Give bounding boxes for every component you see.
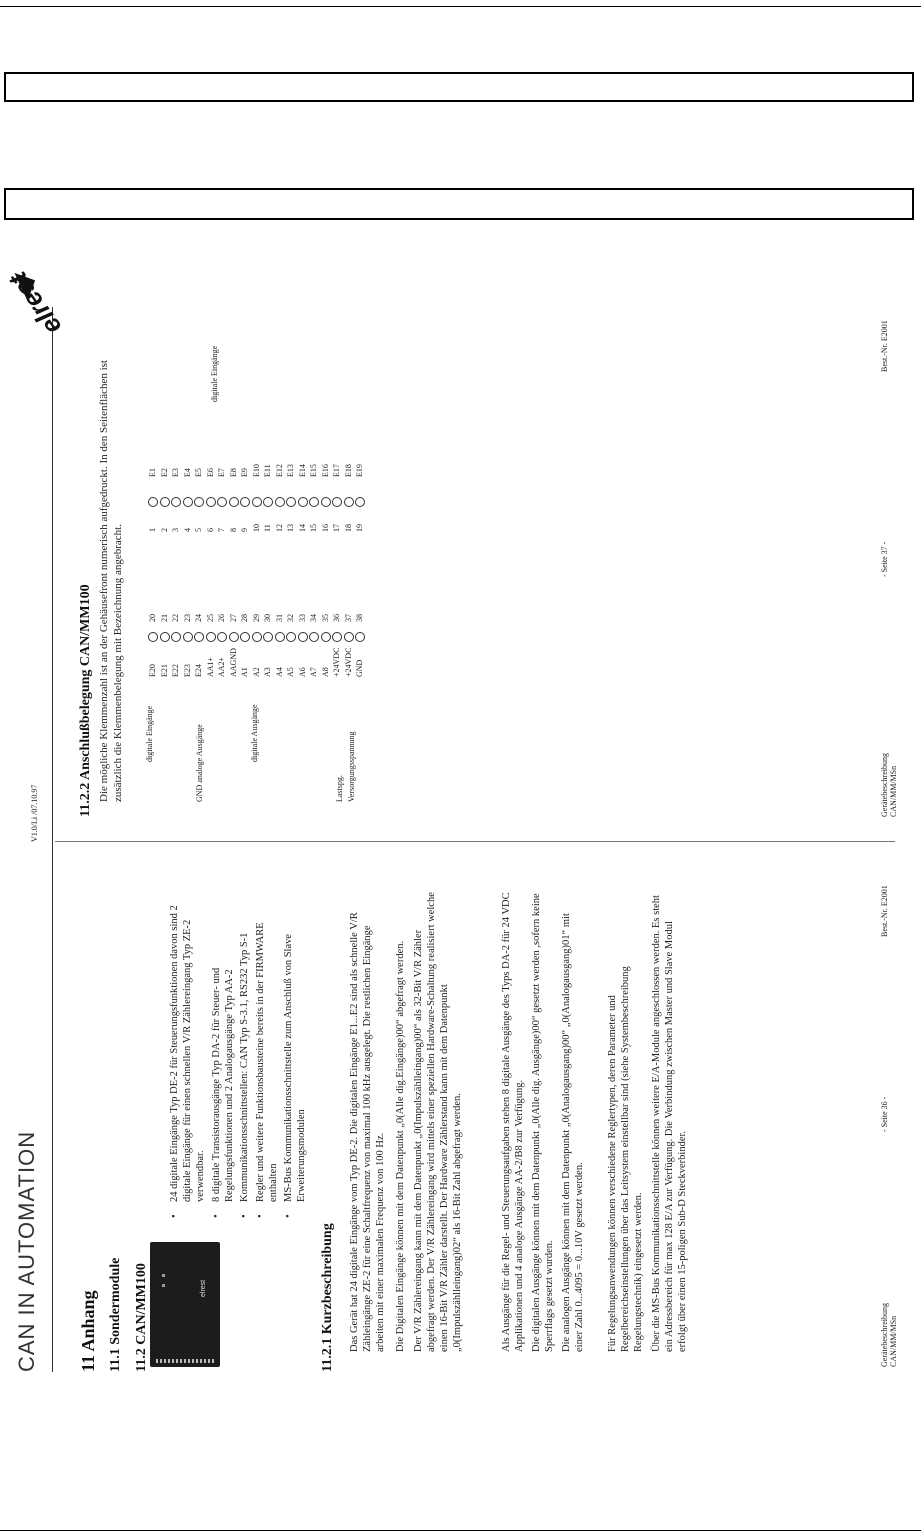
term-right-signal: E14 — [297, 464, 307, 477]
term-right-signal: E19 — [355, 464, 364, 477]
term-left-number: 32 — [286, 614, 295, 622]
term-left-number: 25 — [205, 614, 215, 622]
paragraph: Die Digitalen Eingänge können mit dem Datenpunkt „0(Alle dig.Eingänge)00“ abgefragt werden. — [395, 940, 406, 1352]
term-left-signal: E23 — [182, 664, 192, 677]
terminal-ring-icon — [286, 632, 296, 642]
term-right-number: 8 — [228, 528, 238, 532]
paragraph: Die analogen Ausgänge können mit dem Datenpunkt „0(Analogausgang)00“ „0(Analogausgang)01“ mit einer Zahl 0...4095 = 0...10V gesetzt werden. — [561, 913, 585, 1352]
terminal-ring-icon — [171, 497, 181, 507]
group-label: digitale Ausgänge — [250, 704, 259, 762]
terminal-ring-icon — [252, 632, 262, 642]
term-right-signal: E8 — [228, 468, 238, 477]
term-left-number: 23 — [182, 614, 192, 622]
term-right-signal: E10 — [251, 464, 261, 477]
term-left-number: 20 — [148, 614, 157, 622]
footer-order-right: Best.-Nr. E2001 — [880, 320, 889, 372]
terminal-ring-icon — [321, 632, 331, 642]
term-left-number: 38 — [355, 614, 364, 622]
device-led — [162, 1284, 165, 1287]
term-left-number: 21 — [159, 614, 169, 622]
terminal-ring-icon — [229, 497, 239, 507]
terminal-ring-icon — [183, 497, 193, 507]
term-right-number: 13 — [286, 524, 295, 532]
device-led — [162, 1274, 165, 1277]
bullet-item: • MS-Bus Kommunikationsschnittstelle zum Anschluß von Slave Erweiterungsmodulen — [282, 902, 308, 1202]
footer-doc-right: Gerätebeschreibung CAN/MM/MSn — [880, 753, 898, 817]
group-label: digitale Eingänge — [145, 705, 154, 762]
footer-page-right: - Seite 37 - — [880, 541, 889, 577]
term-left-signal: A8 — [320, 667, 330, 677]
terminal-ring-icon — [263, 497, 273, 507]
term-right-signal: E1 — [148, 468, 157, 477]
term-right-number: 1 — [148, 528, 157, 532]
terminal-ring-icon — [263, 632, 273, 642]
terminal-ring-icon — [217, 632, 227, 642]
brand-title: CAN IN AUTOMATION — [14, 1130, 39, 1372]
term-right-number: 12 — [274, 524, 284, 532]
term-right-signal: E17 — [332, 464, 341, 477]
term-left-signal: A2 — [251, 667, 261, 677]
terminal-ring-icon — [286, 497, 296, 507]
term-left-signal: GND — [355, 659, 364, 677]
term-right-number: 5 — [194, 528, 203, 532]
terminal-ring-icon — [160, 632, 170, 642]
term-left-number: 35 — [320, 614, 330, 622]
term-right-number: 15 — [309, 524, 318, 532]
elrest-logo — [2, 262, 73, 342]
term-left-number: 33 — [297, 614, 307, 622]
term-left-signal: A1 — [240, 667, 249, 677]
group-label: Versorgungsspannung — [347, 731, 356, 802]
term-left-number: 30 — [263, 614, 272, 622]
term-left-number: 27 — [228, 614, 238, 622]
term-left-signal: E24 — [194, 664, 203, 677]
term-left-number: 24 — [194, 614, 203, 622]
term-right-number: 4 — [182, 528, 192, 532]
header-rule — [52, 307, 53, 1372]
intro-line-2: zusätzlich die Klemmenbelegung mit Bezeichnung angebracht. — [112, 524, 124, 802]
term-left-signal: A7 — [309, 667, 318, 677]
terminal-ring-icon — [194, 497, 204, 507]
paragraph: Für Regelungsanwendungen können verschiedene Reglertypen, deren Parameter und Regelbereichseinstellungen über das Leitsystem einstellbar sind (siehe Systembeschreibung Regelungstechnik) eingesetzt werden. — [607, 966, 644, 1352]
term-right-signal: E2 — [159, 468, 169, 477]
terminal-ring-icon — [206, 632, 216, 642]
term-right-number: 16 — [320, 524, 330, 532]
term-left-number: 28 — [240, 614, 249, 622]
terminal-ring-icon — [171, 632, 181, 642]
terminal-ring-icon — [344, 632, 354, 642]
bullet-item: • 24 digitale Eingänge Typ DE-2 für Steuerungsfunktionen davon sind 2 digitale Eingänge für einen schnellen V/R Zählereingang Typ ZE-2 verwendbar. — [168, 902, 207, 1202]
term-right-signal: E16 — [320, 464, 330, 477]
paragraph: Über die MS-Bus Kommunikationsschnittstelle können weitere E/A-Module angeschlossen werden. Es steht ein Adressbereich für max 128 E/A zur Verfügung. Die Verbindung zwischen Master und Slave Modul erfolgt über einen 15-poligen Sub-D Steckverbinder. — [651, 895, 688, 1352]
term-left-signal: AAGND — [228, 648, 238, 677]
term-left-number: 22 — [171, 614, 180, 622]
footer-doc-left: Gerätebeschreibung CAN/MM/MSn — [880, 1303, 898, 1367]
term-right-number: 17 — [332, 524, 341, 532]
term-right-signal: E7 — [217, 468, 226, 477]
term-right-signal: E15 — [309, 464, 318, 477]
term-right-number: 19 — [355, 524, 364, 532]
bottom-rule — [0, 1530, 921, 1531]
terminal-ring-icon — [309, 497, 319, 507]
bullet-item: • 8 digitale Transistorausgänge Typ DA-2 für Steuer- und Regelungsfunktionen und 2 Analogausgänge Typ AA-2 — [210, 902, 236, 1202]
terminal-ring-icon — [332, 632, 342, 642]
term-left-number: 31 — [274, 614, 284, 622]
footer-page-left: - Seite 36 - — [880, 1096, 889, 1132]
heading-anhang: 11 Anhang — [78, 1290, 98, 1372]
terminal-ring-icon — [148, 497, 158, 507]
right-group-label: digitale Eingänge — [210, 345, 219, 402]
terminal-diagram — [140, 345, 380, 832]
term-left-number: 36 — [332, 614, 341, 622]
paragraph: Die digitalen Ausgänge können mit dem Datenpunkt „0(Alle dig. Ausgänge)00“ gesetzt werden ,sofern keine Sperrflags gesetzt wurden. — [531, 893, 555, 1352]
term-right-number: 10 — [251, 524, 261, 532]
footer-order-left: Best.-Nr. E2001 — [880, 885, 889, 937]
terminal-ring-icon — [194, 632, 204, 642]
terminal-ring-icon — [206, 497, 216, 507]
terminal-ring-icon — [309, 632, 319, 642]
terminal-ring-icon — [275, 632, 285, 642]
terminal-ring-icon — [321, 497, 331, 507]
paragraph: Als Ausgänge für die Regel- und Steuerungsaufgaben stehen 8 digitale Ausgänge des Typs DA-2 für 24 VDC Applikationen und 4 analoge Ausgänge AA-2/B8 zur Verfügung. — [501, 892, 525, 1352]
paragraph: Das Gerät hat 24 digitale Eingänge vom Typ DE-2. Die digitalen Eingänge E1...E2 sind als schnelle V/R Zähleingänge ZE-2 für eine Schaltfrequenz von maximal 100 kHz ausgelegt. Die restlichen Eingänge arbeiten mit einer maximalen Frequenz von 100 Hz. — [349, 912, 386, 1352]
bullet-item: • Kommunikationsschnittstellen: CAN Typ S-3.1, RS232 Typ S-1 — [238, 902, 251, 1202]
terminal-ring-icon — [298, 497, 308, 507]
term-left-number: 26 — [217, 614, 226, 622]
term-right-signal: E6 — [205, 468, 215, 477]
term-left-signal: AA2+ — [217, 656, 226, 677]
terminal-ring-icon — [355, 497, 365, 507]
heading-canmm100: 11.2 CAN/MM100 — [134, 1263, 149, 1372]
terminal-ring-icon — [229, 632, 239, 642]
terminal-ring-icon — [355, 632, 365, 642]
terminal-ring-icon — [148, 632, 158, 642]
terminal-ring-icon — [298, 632, 308, 642]
empty-header-box-1 — [4, 72, 914, 102]
term-right-signal: E5 — [194, 468, 203, 477]
bullet-item: • Regler und weitere Funktionsbausteine bereits in der FIRMWARE enthalten — [254, 902, 280, 1202]
term-right-signal: E18 — [343, 464, 353, 477]
terminal-ring-icon — [183, 632, 193, 642]
term-left-number: 34 — [309, 614, 318, 622]
heading-kurzbeschreibung: 11.2.1 Kurzbeschreibung — [320, 1223, 335, 1372]
term-left-signal: AA1+ — [205, 656, 215, 677]
terminal-ring-icon — [275, 497, 285, 507]
terminal-ring-icon — [240, 497, 250, 507]
term-right-signal: E13 — [286, 464, 295, 477]
terminal-ring-icon — [332, 497, 342, 507]
top-rule — [0, 6, 921, 7]
term-left-signal: +24VDC — [343, 647, 353, 677]
terminal-ring-icon — [160, 497, 170, 507]
group-label: GND analoge Ausgänge — [195, 724, 204, 802]
term-right-signal: E11 — [263, 464, 272, 477]
term-left-signal: E21 — [159, 664, 169, 677]
scanned-spread — [0, 232, 921, 1432]
term-right-signal: E9 — [240, 468, 249, 477]
device-photo — [150, 1242, 220, 1367]
term-left-signal: E20 — [148, 664, 157, 677]
device-terminal-strip — [156, 1359, 214, 1363]
term-right-signal: E3 — [171, 468, 180, 477]
term-left-signal: A5 — [286, 667, 295, 677]
term-left-number: 29 — [251, 614, 261, 622]
term-right-number: 14 — [297, 524, 307, 532]
term-right-number: 7 — [217, 528, 226, 532]
heading-anschluss: 11.2.2 Anschlußbelegung CAN/MM100 — [78, 584, 93, 817]
term-right-signal: E12 — [274, 464, 284, 477]
empty-header-box-2 — [4, 188, 914, 220]
term-left-signal: +24VDC — [332, 647, 341, 677]
logo-wordmark: elrest — [2, 266, 68, 341]
term-right-signal: E4 — [182, 468, 192, 477]
paragraph: Der V/R Zählereingang kann mit dem Datenpunkt „0(Impulszählleingang)00“ als 32-Bit V/R Zähler abgefragt werden. Der V/R Zählereingang wird mittels einer speziellen Hardware-Schaltung realisiert welche einen 16-Bit V/R Zähler darstellt. Der Hardware Zählerstand kann mit dem Datenpunkt „0(Impulszählleingang)02“ als 16-Bit Zahl abgefragt werden. — [413, 892, 463, 1352]
scanned-page-frame — [0, 232, 921, 1432]
page-divider — [55, 841, 895, 842]
device-label: elrest — [200, 1279, 207, 1297]
term-left-signal: A3 — [263, 667, 272, 677]
term-right-number: 9 — [240, 528, 249, 532]
terminal-ring-icon — [240, 632, 250, 642]
terminal-ring-icon — [217, 497, 227, 507]
term-right-number: 18 — [343, 524, 353, 532]
term-left-signal: E22 — [171, 664, 180, 677]
term-left-signal: A6 — [297, 667, 307, 677]
term-left-signal: A4 — [274, 667, 284, 677]
term-right-number: 6 — [205, 528, 215, 532]
terminal-ring-icon — [252, 497, 262, 507]
intro-line-1: Die mögliche Klemmenzahl ist an der Gehäusefront numerisch aufgedruckt. In den Seitenflächen ist — [98, 360, 110, 802]
term-right-number: 2 — [159, 528, 169, 532]
term-left-number: 37 — [343, 614, 353, 622]
term-right-number: 3 — [171, 528, 180, 532]
terminal-ring-icon — [344, 497, 354, 507]
header-version: V1.0/Li /07.10.97 — [30, 784, 39, 842]
group-label: Lastspg. — [335, 775, 344, 802]
term-right-number: 11 — [263, 524, 272, 532]
heading-sondermodule: 11.1 Sondermodule — [108, 1257, 123, 1372]
